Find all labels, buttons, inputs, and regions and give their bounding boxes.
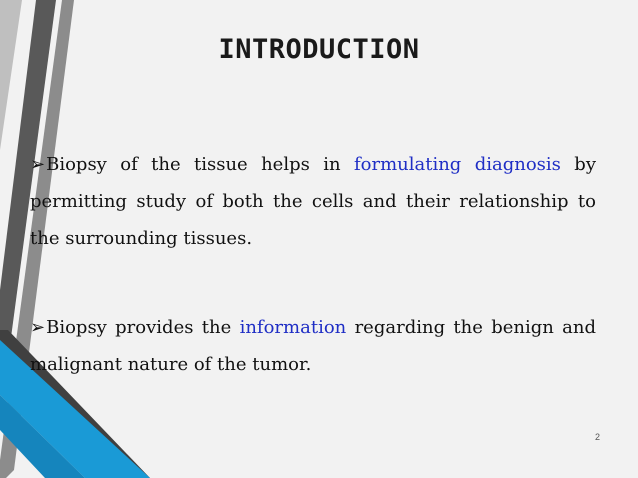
slide-number: 2 [594,432,600,442]
bullet-2-highlight: information [239,317,347,338]
slide-title: INTRODUCTION [218,34,420,65]
bullet-1-highlight: formulating diagnosis [353,154,561,175]
bullet-2-text-after: regarding the benign and malignant nature of the tumor. [30,317,596,375]
bullet-1-text-after: by permitting study of both the cells and their relationship to the surrounding tissues. [30,154,596,249]
bullet-item-2 [30,309,596,383]
bullet-1-text-before: Biopsy of the tissue helps in [46,154,354,175]
bullet-item-1 [30,146,596,257]
arrow-bullet-icon: ➢ [30,154,46,175]
bullet-2-text-before: Biopsy provides the [46,317,240,338]
arrow-bullet-icon: ➢ [30,317,46,338]
light-band [0,0,22,150]
